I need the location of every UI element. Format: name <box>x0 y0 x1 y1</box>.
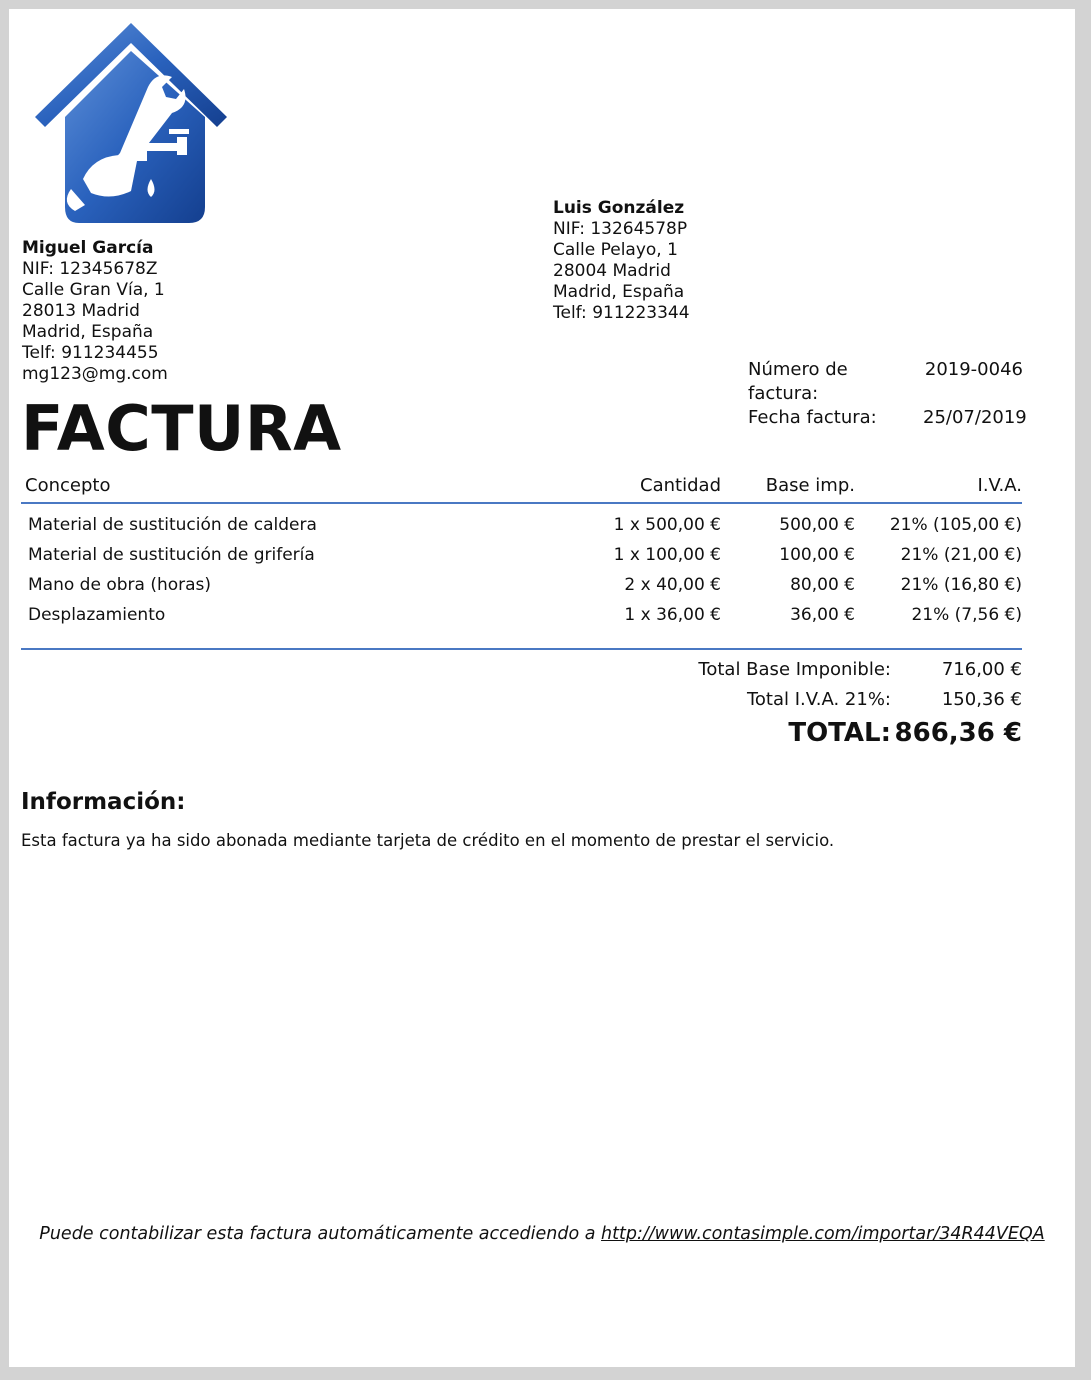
item-concept: Material de sustitución de caldera <box>28 515 317 535</box>
client-block <box>553 198 690 324</box>
item-concept: Mano de obra (horas) <box>28 575 212 595</box>
issuer-phone: Telf: 911234455 <box>22 343 159 363</box>
grand-total-value: 866,36 € <box>894 718 1022 748</box>
footer-text: Puede contabilizar esta factura automáticamente accediendo a <box>39 1224 602 1244</box>
item-quantity: 2 x 40,00 € <box>624 575 721 595</box>
invoice-number: 2019-0046 <box>924 359 1023 380</box>
items-table-header <box>21 469 1022 504</box>
item-quantity: 1 x 36,00 € <box>624 605 721 625</box>
item-concept: Material de sustitución de grifería <box>28 545 315 565</box>
item-base: 36,00 € <box>790 605 855 625</box>
client-name: Luis González <box>553 198 685 218</box>
issuer-email: mg123@mg.com <box>22 364 168 384</box>
document-title: FACTURA <box>21 392 342 465</box>
header-iva: I.V.A. <box>977 475 1022 496</box>
client-region: Madrid, España <box>553 282 685 302</box>
issuer-nif: NIF: 12345678Z <box>22 259 158 279</box>
total-base-label: Total Base Imponible: <box>698 658 891 680</box>
item-concept: Desplazamiento <box>28 605 166 625</box>
issuer-name: Miguel García <box>22 238 154 258</box>
issuer-address: Calle Gran Vía, 1 <box>22 280 165 300</box>
info-text: Esta factura ya ha sido abonada mediante tarjeta de crédito en el momento de prestar el servicio. <box>21 831 835 850</box>
issuer-region: Madrid, España <box>22 322 154 342</box>
table-row <box>21 540 1022 570</box>
header-base: Base imp. <box>765 475 855 496</box>
table-row <box>21 510 1022 540</box>
invoice-date-label: Fecha factura: <box>748 407 877 428</box>
grand-total-label: TOTAL: <box>788 718 891 748</box>
item-iva: 21% (105,00 €) <box>889 515 1022 535</box>
client-address: Calle Pelayo, 1 <box>553 240 678 260</box>
import-link[interactable]: http://www.contasimple.com/importar/34R44VEQA <box>601 1224 1045 1244</box>
invoice-page <box>9 9 1075 1367</box>
issuer-city: 28013 Madrid <box>22 301 140 321</box>
client-nif: NIF: 13264578P <box>553 219 688 239</box>
invoice-meta <box>748 358 1027 430</box>
total-iva-value: 150,36 € <box>941 688 1022 710</box>
items-table <box>21 469 1022 650</box>
invoice-number-label: Número de factura: <box>748 359 848 404</box>
item-quantity: 1 x 500,00 € <box>613 515 721 535</box>
item-base: 80,00 € <box>790 575 855 595</box>
item-base: 500,00 € <box>779 515 855 535</box>
footer-note <box>9 1224 1075 1244</box>
info-heading: Información: <box>21 789 186 815</box>
totals-block <box>649 654 1022 752</box>
item-iva: 21% (7,56 €) <box>911 605 1022 625</box>
table-row <box>21 600 1022 630</box>
invoice-date: 25/07/2019 <box>923 407 1027 428</box>
table-row <box>21 570 1022 600</box>
total-iva-label: Total I.V.A. 21%: <box>746 688 891 710</box>
item-base: 100,00 € <box>779 545 855 565</box>
client-phone: Telf: 911223344 <box>553 303 690 323</box>
items-table-body <box>21 504 1022 650</box>
header-cantidad: Cantidad <box>640 475 721 496</box>
item-iva: 21% (21,00 €) <box>900 545 1022 565</box>
client-city: 28004 Madrid <box>553 261 671 281</box>
plumbing-house-logo-icon <box>33 19 233 231</box>
header-concepto: Concepto <box>25 475 111 496</box>
item-iva: 21% (16,80 €) <box>900 575 1022 595</box>
issuer-block <box>22 238 168 385</box>
total-base-value: 716,00 € <box>941 658 1022 680</box>
item-quantity: 1 x 100,00 € <box>613 545 721 565</box>
